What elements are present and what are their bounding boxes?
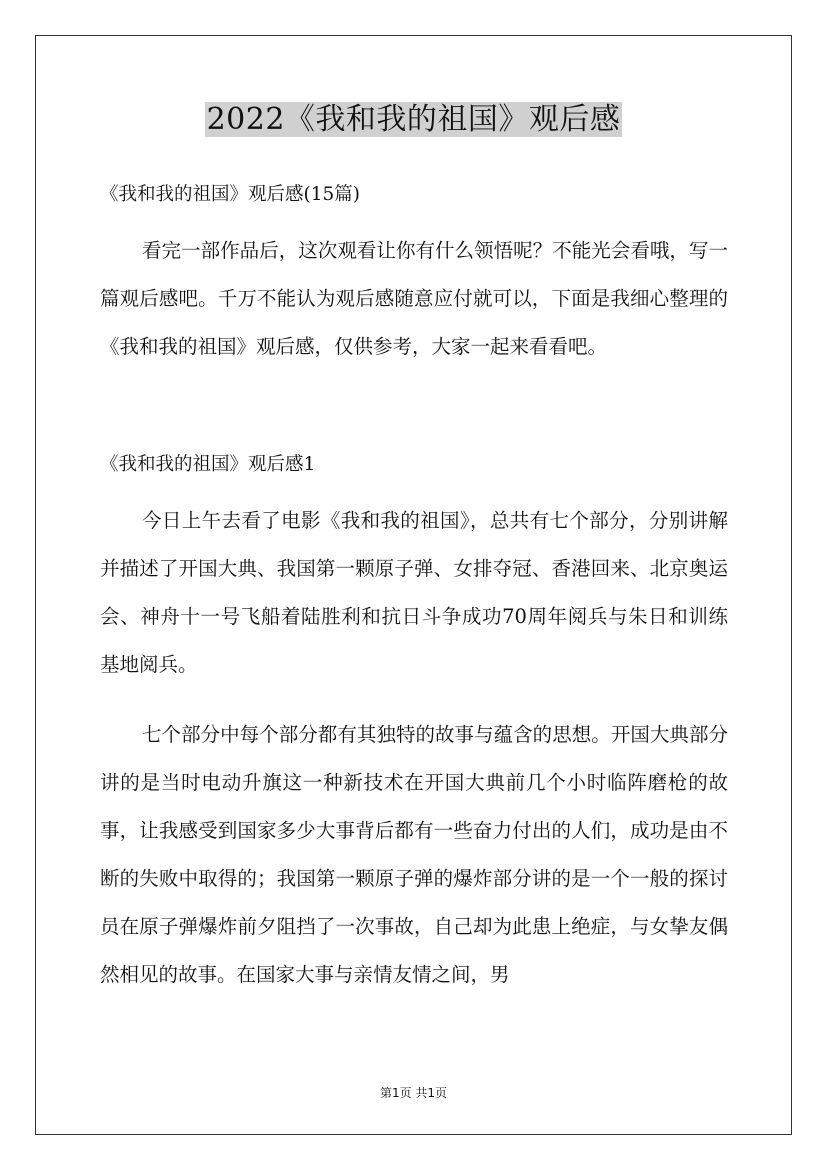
page-footer: 第1页 共1页 [379,1086,448,1100]
section-heading: 《我和我的祖国》观后感1 [100,454,316,475]
document-subtitle: 《我和我的祖国》观后感(15篇) [100,184,360,205]
paragraph-1: 今日上午去看了电影《我和我的祖国》，总共有七个部分，分别讲解并描述了开国大典、我国第一颗原子弹、女排夺冠、香港回来、北京奥运会、神舟十一号飞船着陆胜利和抗日斗争成功70周年阅兵与朱日和训练基地阅兵。 [100,509,728,676]
document-title: 2022《我和我的祖国》观后感 [206,102,621,137]
document-title-wrap [0,98,827,142]
intro-paragraph: 看完一部作品后，这次观看让你有什么领悟呢？不能光会看哦，写一篇观后感吧。千万不能认为观后感随意应付就可以，下面是我细心整理的《我和我的祖国》观后感，仅供参考，大家一起来看看吧。 [100,239,728,358]
paragraph-2: 七个部分中每个部分都有其独特的故事与蕴含的思想。开国大典部分讲的是当时电动升旗这一种新技术在开国大典前几个小时临阵磨枪的故事，让我感受到国家多少大事背后都有一些奋力付出的人们，成功是由不断的失败中取得的；我国第一颗原子弹的爆炸部分讲的是一个一般的探讨员在原子弹爆炸前夕阻挡了一次事故，自己却为此患上绝症，与女挚友偶然相见的故事。在国家大事与亲情友情之间，男 [100,723,728,986]
